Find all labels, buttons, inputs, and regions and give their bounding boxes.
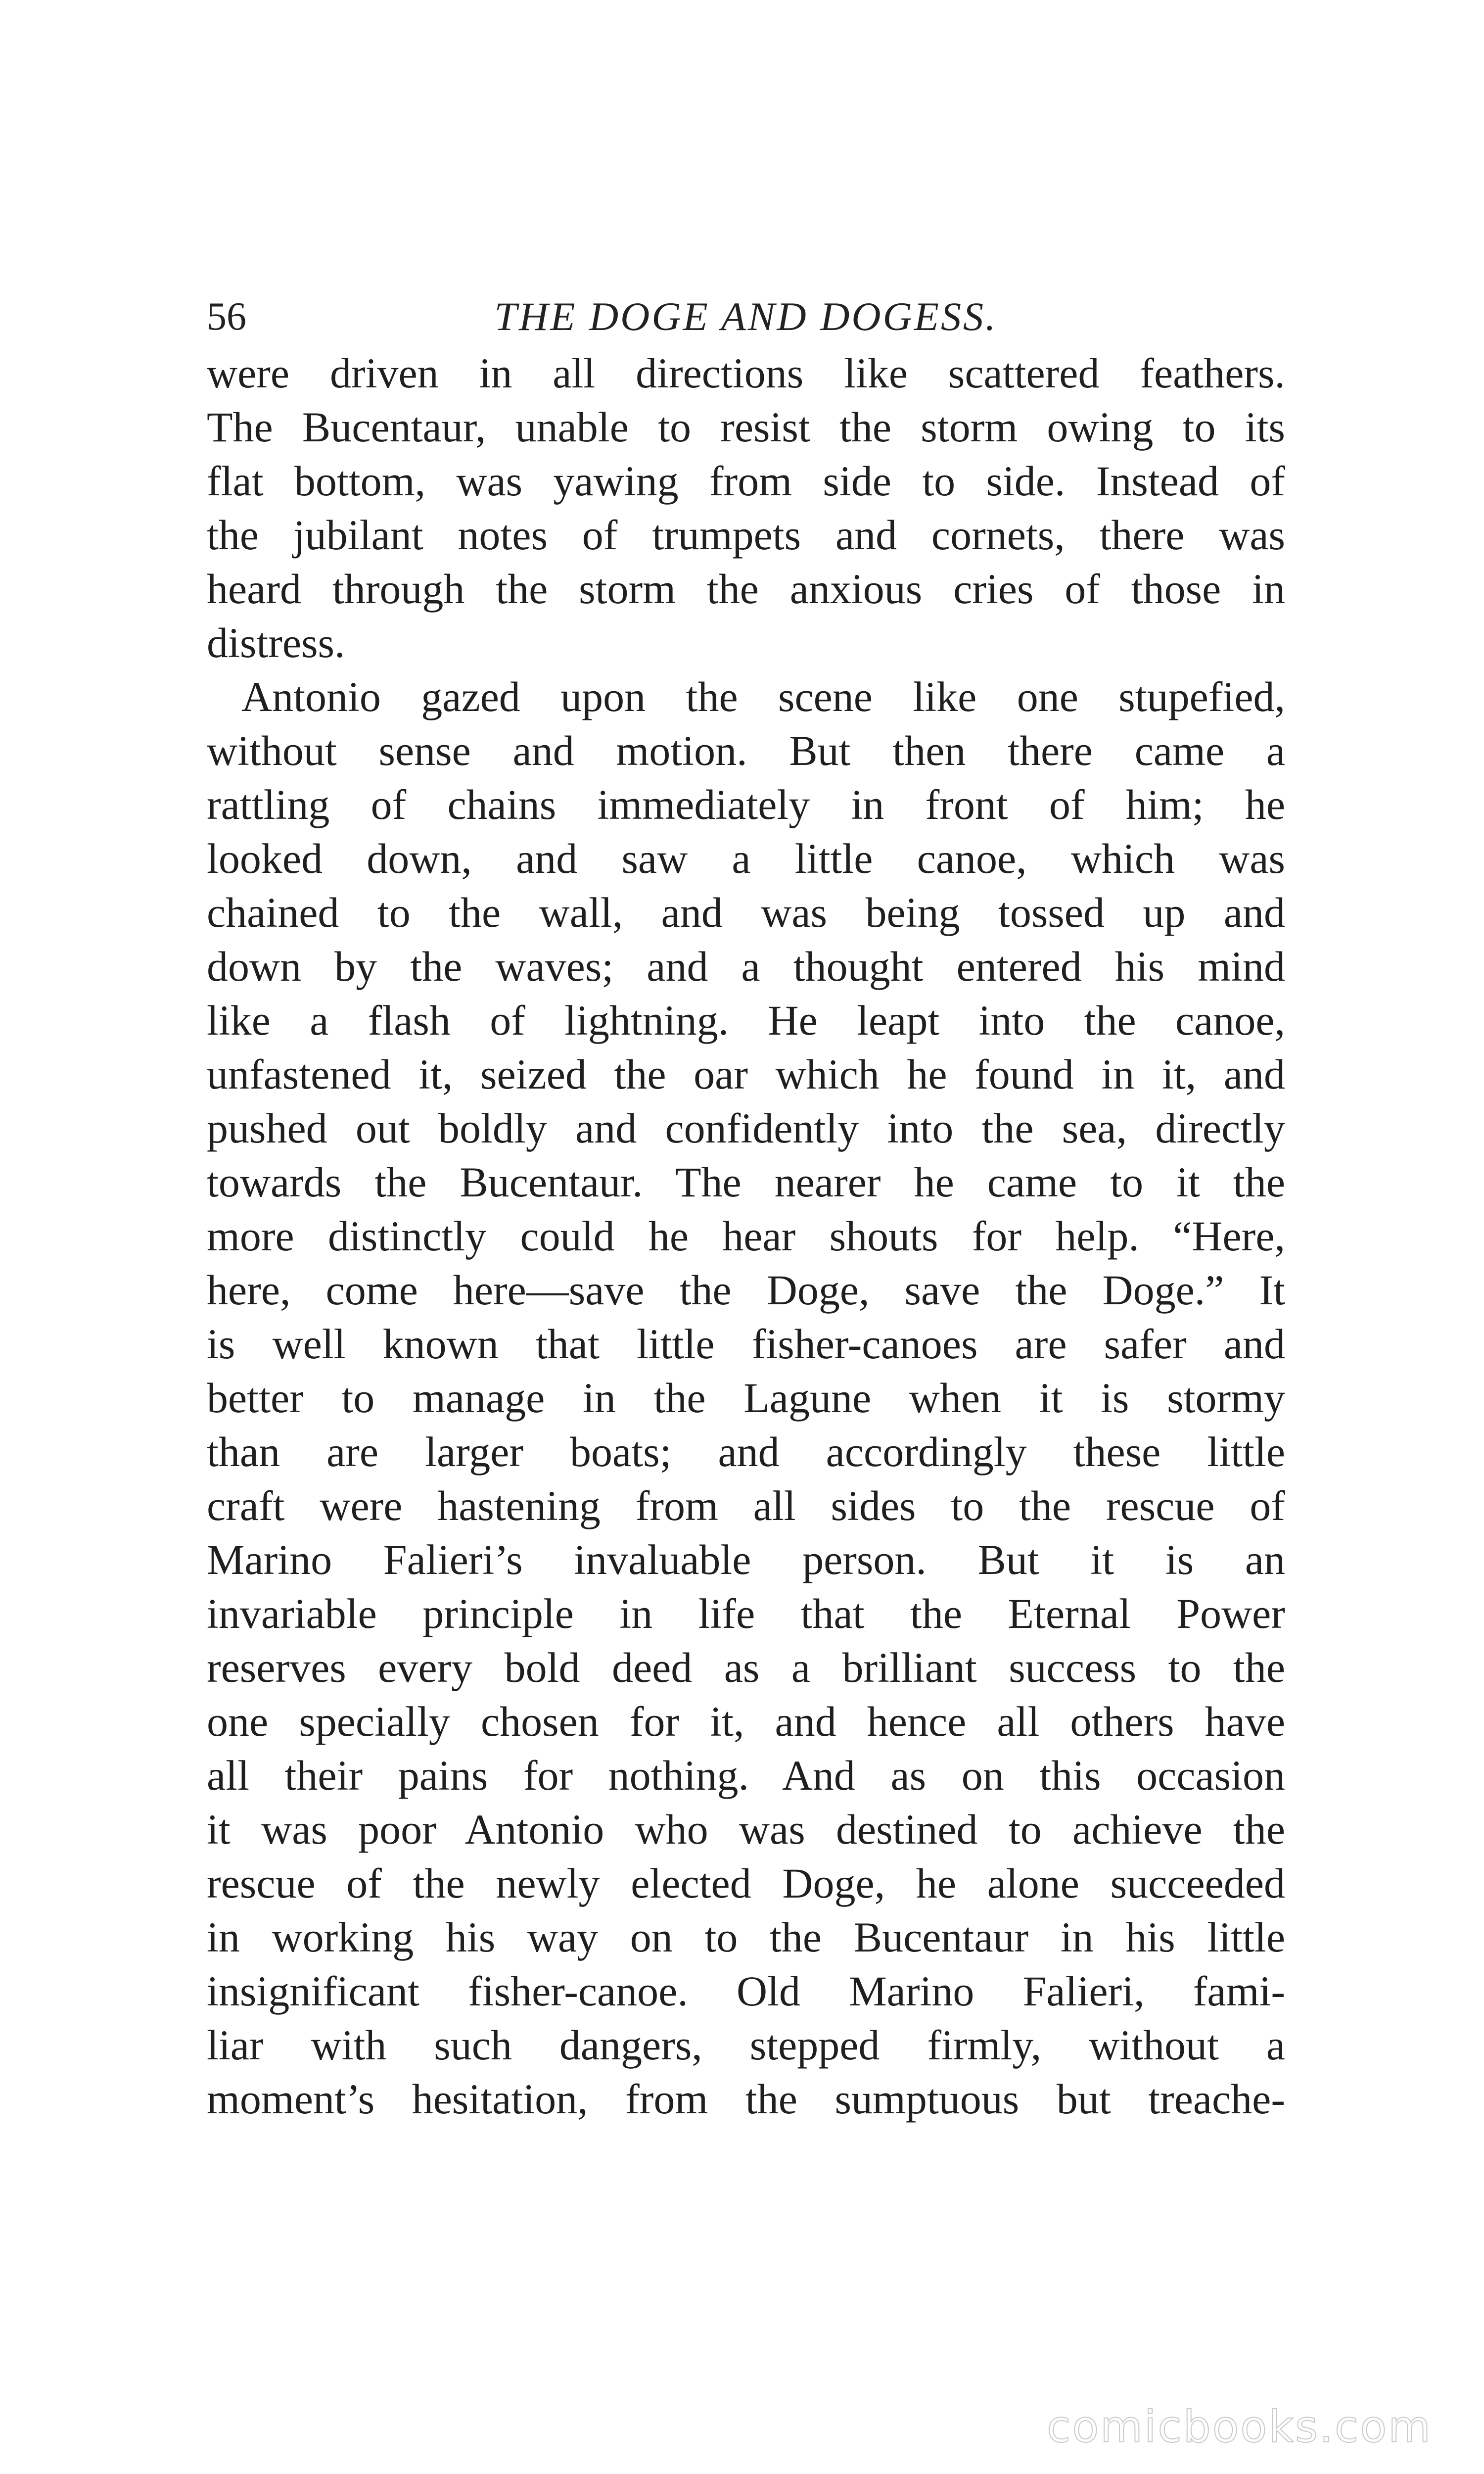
paragraph-1 xyxy=(207,346,1285,670)
text-line: here, come here—save the Doge, save the Doge.” It xyxy=(207,1266,1285,1314)
page-header xyxy=(207,292,1285,346)
text-line: is well known that little fisher-canoes are safer and xyxy=(207,1320,1285,1368)
text-line: chained to the wall, and was being tossed up and xyxy=(207,889,1285,936)
text-line: than are larger boats; and accordingly these little xyxy=(207,1428,1285,1475)
text-line: unfastened it, seized the oar which he found in it, and xyxy=(207,1050,1285,1098)
text-line: pushed out boldly and confidently into the sea, directly xyxy=(207,1104,1285,1152)
text-line: Marino Falieri’s invaluable person. But it is an xyxy=(207,1536,1285,1583)
text-line: more distinctly could he hear shouts for help. “Here, xyxy=(207,1212,1285,1260)
text-line: craft were hastening from all sides to the rescue of xyxy=(207,1482,1285,1529)
text-line: in working his way on to the Bucentaur in his little xyxy=(207,1913,1285,1961)
text-line: The Bucentaur, unable to resist the storm owing to its xyxy=(207,403,1285,451)
watermark: comicbooks.com xyxy=(1046,2401,1432,2452)
page-number: 56 xyxy=(207,295,246,338)
text-line: without sense and motion. But then there came a xyxy=(207,727,1285,774)
text-line: looked down, and saw a little canoe, which was xyxy=(207,835,1285,882)
text-line: moment’s hesitation, from the sumptuous but treache- xyxy=(207,2075,1285,2123)
text-line: heard through the storm the anxious cries of those in xyxy=(207,565,1285,613)
text-line: all their pains for nothing. And as on this occasion xyxy=(207,1752,1285,1799)
text-line: better to manage in the Lagune when it is stormy xyxy=(207,1374,1285,1422)
text-line: insignificant fisher-canoe. Old Marino Falieri, fami- xyxy=(207,1967,1285,2015)
text-line: it was poor Antonio who was destined to achieve the xyxy=(207,1806,1285,1853)
text-line: rescue of the newly elected Doge, he alone succeeded xyxy=(207,1859,1285,1907)
text-line: invariable principle in life that the Eternal Power xyxy=(207,1590,1285,1637)
text-line: liar with such dangers, stepped firmly, without a xyxy=(207,2021,1285,2069)
text-line: were driven in all directions like scattered feathers. xyxy=(207,349,1285,397)
text-line: one specially chosen for it, and hence all others have xyxy=(207,1698,1285,1745)
text-line: reserves every bold deed as a brilliant success to the xyxy=(207,1644,1285,1691)
body-text xyxy=(207,346,1285,2126)
text-line: distress. xyxy=(207,619,345,666)
text-line: the jubilant notes of trumpets and cornets, there was xyxy=(207,511,1285,559)
paragraph-2 xyxy=(207,670,1285,2126)
text-line: like a flash of lightning. He leapt into the canoe, xyxy=(207,997,1285,1044)
text-line: towards the Bucentaur. The nearer he came to it the xyxy=(207,1158,1285,1206)
text-line: down by the waves; and a thought entered his mind xyxy=(207,943,1285,990)
running-title: THE DOGE AND DOGESS. xyxy=(494,294,998,339)
text-line: Antonio gazed upon the scene like one stupefied, xyxy=(241,673,1285,720)
text-line: rattling of chains immediately in front of him; he xyxy=(207,781,1285,828)
text-line: flat bottom, was yawing from side to side. Instead of xyxy=(207,457,1285,505)
